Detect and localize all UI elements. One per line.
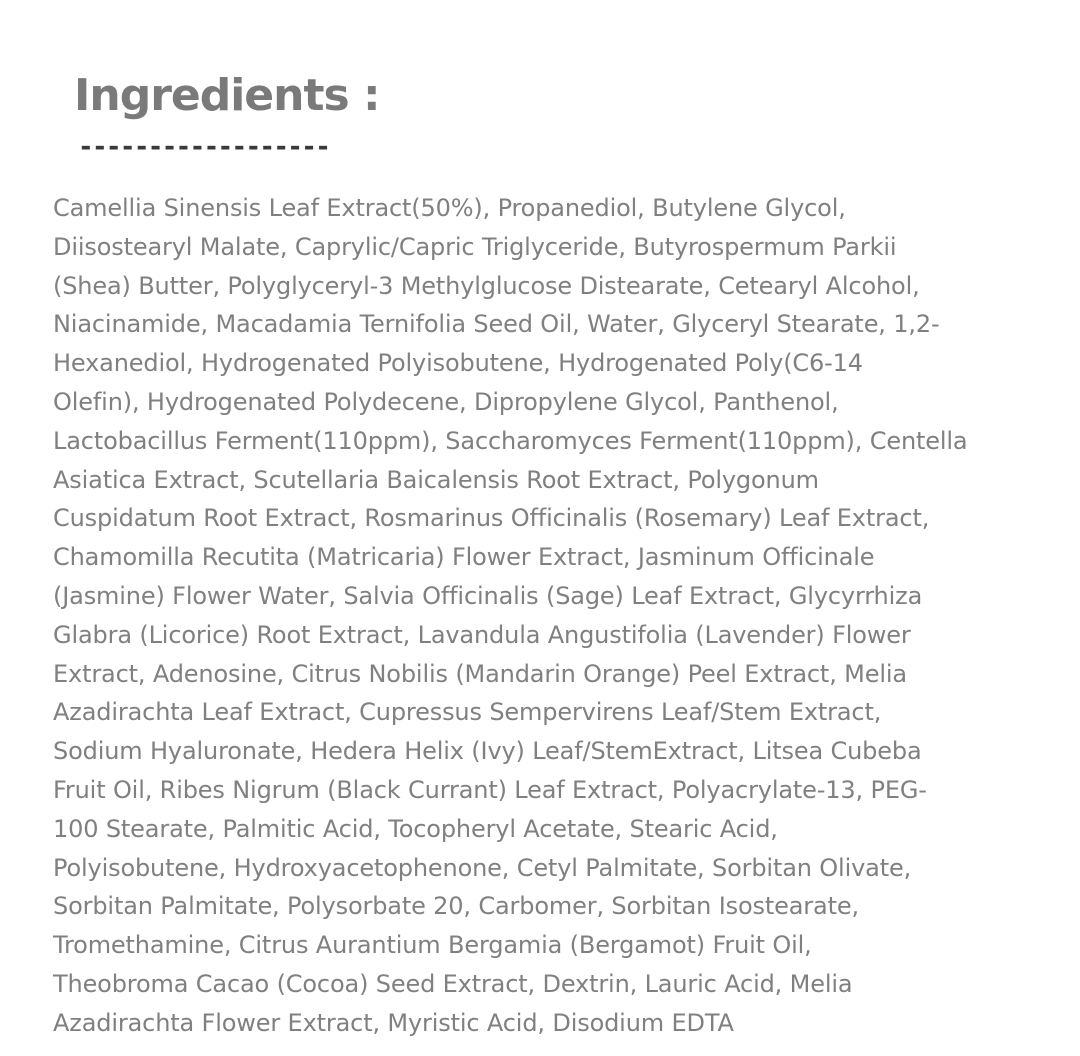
heading-divider: ------------------ <box>78 132 330 162</box>
ingredients-list: Camellia Sinensis Leaf Extract(50%), Propanediol, Butylene Glycol, Diisostearyl Malate, Caprylic/Capric Triglyceride, Butyrospermum Parkii (Shea) Butter, Polyglyceryl-3 Methylglucose Distearate, Cetearyl Alcohol, Niacinamide, Macadamia Ternifolia Seed Oil, Water, Glyceryl Stearate, 1,2- Hexanediol, Hydrogenated Polyisobutene, Hydrogenated Poly(C6-14 Olefin), Hydrogenated Polydecene, Dipropylene Glycol, Panthenol, Lactobacillus Ferment(110ppm), Saccharomyces Ferment(110ppm), Centella Asiatica Extract, Scutellaria Baicalensis Root Extract, Polygonum Cuspidatum Root Extract, Rosmarinus Officinalis (Rosemary) Leaf Extract, Chamomilla Recutita (Matricaria) Flower Extract, Jasminum Officinale (Jasmine) Flower Water, Salvia Officinalis (Sage) Leaf Extract, Glycyrrhiza Glabra (Licorice) Root Extract, Lavandula Angustifolia (Lavender) Flower Extract, Adenosine, Citrus Nobilis (Mandarin Orange) Peel Extract, Melia Azadirachta Leaf Extract, Cupressus Sempervirens Leaf/Stem Extract, Sodium Hyaluronate, Hedera Helix (Ivy) Leaf/StemExtract, Litsea Cubeba Fruit Oil, Ribes Nigrum (Black Currant) Leaf Extract, Polyacrylate-13, PEG- 100 Stearate, Palmitic Acid, Tocopheryl Acetate, Stearic Acid, Polyisobutene, Hydroxyacetophenone, Cetyl Palmitate, Sorbitan Olivate, Sorbitan Palmitate, Polysorbate 20, Carbomer, Sorbitan Isostearate, Tromethamine, Citrus Aurantium Bergamia (Bergamot) Fruit Oil, Theobroma Cacao (Cocoa) Seed Extract, Dextrin, Lauric Acid, Melia Azadirachta Flower Extract, Myristic Acid, Disodium EDTA <box>53 194 968 1037</box>
ingredients-heading: Ingredients : <box>74 70 380 121</box>
